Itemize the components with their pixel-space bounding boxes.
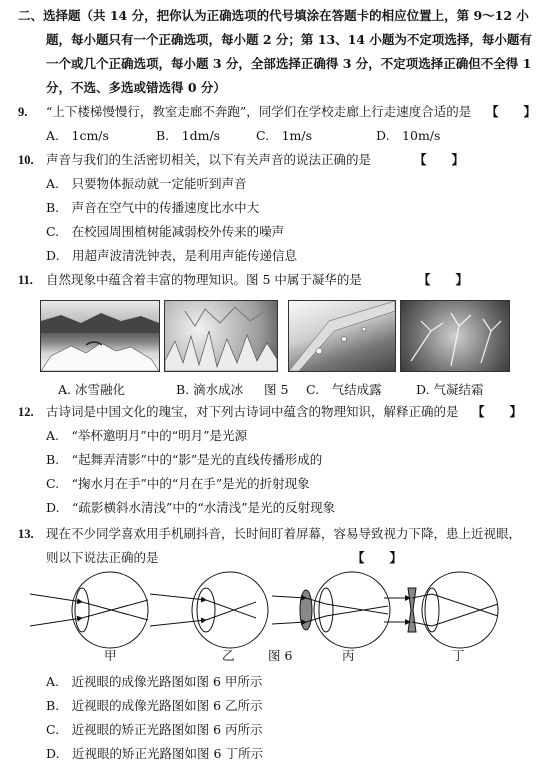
q13-option-d: D. 近视眼的矫正光路图如图 6 丁所示	[46, 746, 263, 761]
fig5-caption-b: B. 滴水成冰	[176, 382, 244, 397]
q12-option-a: A. “举杯邀明月”中的“明月”是光源	[46, 428, 248, 443]
fig6-eye-diagrams	[0, 568, 552, 658]
ice-melting-illustration	[41, 301, 159, 371]
q10-number: 10.	[18, 153, 34, 167]
q12-option-b: B. “起舞弄清影”中的“影”是光的直线传播形成的	[46, 452, 323, 467]
q9-option-b: B. 1dm/s	[156, 128, 221, 143]
q13-stem-line-2: 则以下说法正确的是	[46, 550, 159, 565]
eye-diagram-bing	[272, 572, 390, 648]
eye-diagram-jia	[30, 572, 148, 648]
q13-stem-line-1: 现在不少同学喜欢用手机刷抖音，长时间盯着屏幕，容易导致视力下降，患上近视眼，	[46, 526, 522, 541]
photo-ice-melting	[40, 300, 160, 372]
q12-option-c: C. “掬水月在手”中的“月在手”是光的折射现象	[46, 476, 310, 491]
photo-frost-forming	[400, 300, 510, 372]
q12-option-d: D. “疏影横斜水清浅”中的“水清浅”是光的反射现象	[46, 500, 336, 515]
fig6-title: 图 6	[268, 648, 293, 663]
q9-option-d: D. 10m/s	[376, 128, 441, 143]
q10-option-b: B. 声音在空气中的传播速度比水中大	[46, 200, 260, 215]
q12-number: 12.	[18, 405, 34, 419]
q9-number: 9.	[18, 105, 28, 119]
eye-diagram-ding	[384, 572, 498, 648]
fig5-caption-a: A. 冰雪融化	[58, 382, 125, 397]
fig6-label-yi: 乙	[222, 648, 235, 663]
icicle-illustration	[165, 301, 277, 371]
q9-option-a: A. 1cm/s	[46, 128, 109, 143]
fig6-label-jia: 甲	[104, 648, 117, 663]
dew-illustration	[289, 301, 395, 371]
q13-option-c: C. 近视眼的矫正光路图如图 6 丙所示	[46, 722, 263, 737]
section-header-line-4: 分，不选、多选或错选得 0 分）	[46, 80, 226, 95]
frost-illustration	[401, 301, 509, 371]
q10-answer-bracket: 【 】	[414, 152, 465, 167]
photo-water-to-ice	[164, 300, 278, 372]
q10-option-a: A. 只要物体振动就一定能听到声音	[46, 176, 247, 191]
q11-answer-bracket: 【 】	[418, 272, 469, 287]
q10-stem: 声音与我们的生活密切相关，以下有关声音的说法正确的是	[46, 152, 372, 167]
fig5-title: 图 5	[264, 382, 289, 397]
q11-stem: 自然现象中蕴含着丰富的物理知识。图 5 中属于凝华的是	[46, 272, 362, 287]
q9-answer-bracket: 【 】	[486, 104, 537, 119]
fig6-label-ding: 丁	[452, 648, 465, 663]
q11-number: 11.	[18, 273, 33, 287]
q12-stem: 古诗词是中国文化的瑰宝，对下列古诗词中蕴含的物理知识，解释正确的是	[46, 404, 459, 419]
eye-diagram-yi	[150, 572, 268, 648]
q13-answer-bracket: 【 】	[352, 550, 403, 565]
q10-option-d: D. 用超声波清洗钟表，是利用声能传递信息	[46, 248, 298, 263]
section-header-line-3: 一个或几个正确选项，每小题 3 分，全部选择正确得 3 分，不定项选择正确但不全得 1	[46, 56, 532, 71]
fig5-caption-c: C. 气结成露	[306, 382, 382, 397]
section-header-line-1: 二、选择题（共 14 分，把你认为正确选项的代号填涂在答题卡的相应位置上，第 9～12 小	[18, 8, 529, 23]
q9-option-c: C. 1m/s	[256, 128, 313, 143]
q12-answer-bracket: 【 】	[472, 404, 523, 419]
fig5-caption-d: D. 气凝结霜	[416, 382, 484, 397]
fig6-label-bing: 丙	[342, 648, 355, 663]
q13-option-b: B. 近视眼的成像光路图如图 6 乙所示	[46, 698, 263, 713]
q13-number: 13.	[18, 527, 34, 541]
photo-dew-forming	[288, 300, 396, 372]
q9-stem: “上下楼梯慢慢行，教室走廊不奔跑”，同学们在学校走廊上行走速度合适的是	[46, 104, 472, 119]
q13-option-a: A. 近视眼的成像光路图如图 6 甲所示	[46, 674, 263, 689]
q10-option-c: C. 在校园周围植树能减弱校外传来的噪声	[46, 224, 285, 239]
section-header-line-2: 题，每小题只有一个正确选项，每小题 2 分；第 13、14 小题为不定项选择，每小题有	[46, 32, 532, 47]
